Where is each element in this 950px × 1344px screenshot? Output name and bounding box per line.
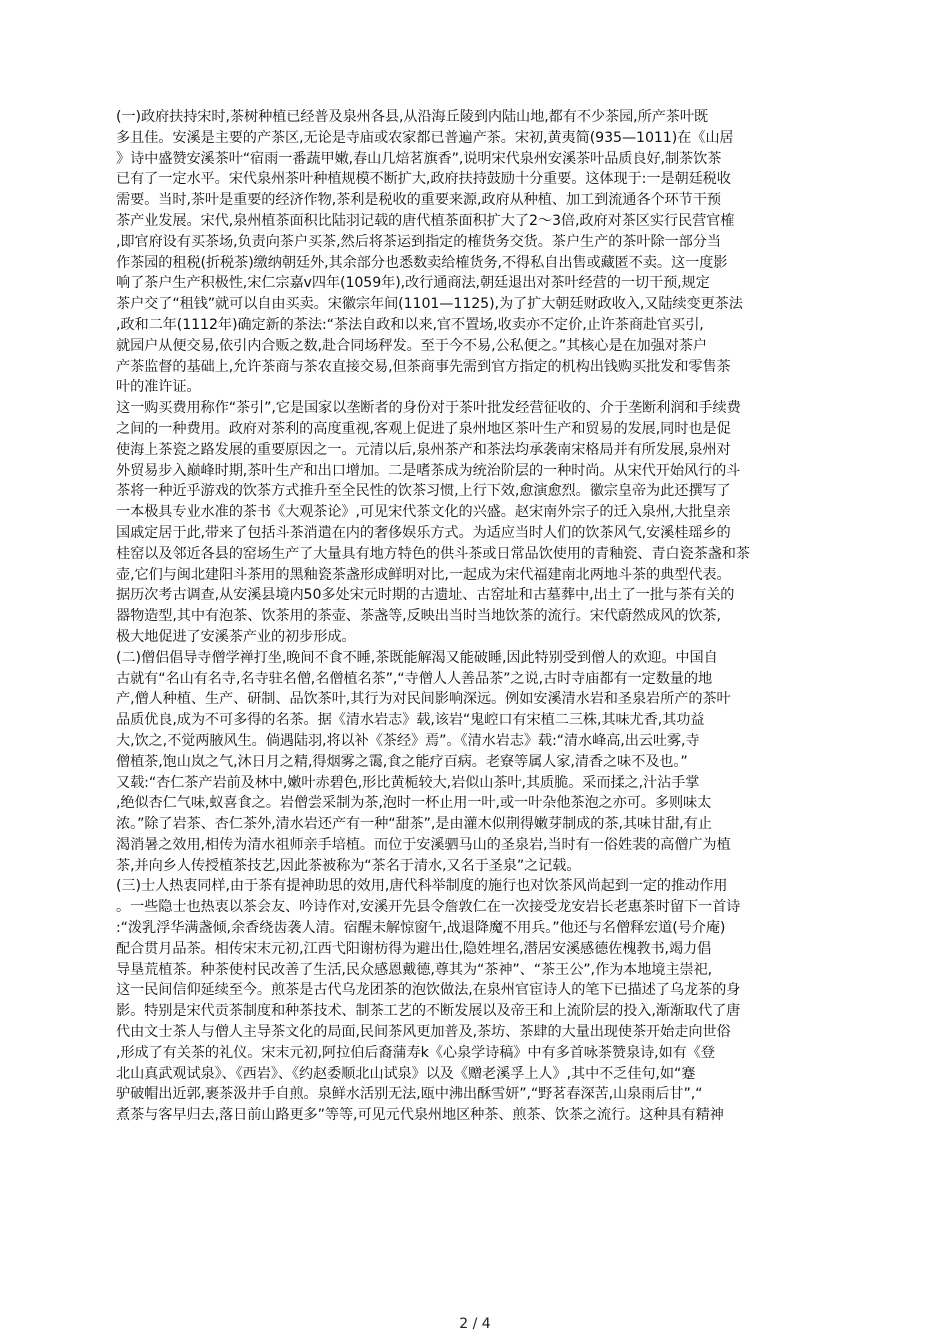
text-line: 古就有“名山有名寺,名寺驻名僧,名僧植名茶”,“寺僧人人善品茶”之说,古时寺庙都有一定数量的地 <box>116 670 713 687</box>
text-line: 使海上茶瓷之路发展的重要原因之一。元清以后,泉州茶产和茶法均承袭南宋格局并有所发展,泉州对 <box>116 441 731 458</box>
text-line: 影。特别是宋代贡茶制度和种茶技术、制茶工艺的不断发展以及帝王和上流阶层的投入,渐渐取代了唐 <box>116 1003 741 1020</box>
text-line: 》诗中盛赞安溪茶叶“宿雨一番蔬甲嫩,春山几焙茗旗香”,说明宋代泉州安溪茶叶品质良好,制茶饮茶 <box>116 150 722 167</box>
text-line: 外贸易步入巅峰时期,茶叶生产和出口增加。二是嗜茶成为统治阶层的一种时尚。从宋代开始风行的斗 <box>116 462 741 479</box>
text-line: 大,饮之,不觉两腋风生。倘遇陆羽,将以补《茶经》焉”。《清水岩志》载:“清水峰高,出云吐雾,寺 <box>116 732 700 749</box>
text-line: 茶,并向乡人传授植茶技艺,因此茶被称为“茶名于清水,又名于圣泉”之记载。 <box>116 857 581 874</box>
text-line: (一)政府扶持宋时,茶树种植已经普及泉州各县,从沿海丘陵到内陆山地,都有不少茶园,所产茶叶既 <box>116 109 709 125</box>
text-line: 产,僧人种植、生产、研制、品饮茶叶,其行为对民间影响深远。例如安溪清水岩和圣泉岩所产的茶叶 <box>116 691 731 708</box>
text-line: 茶户交了“租钱”就可以自由买卖。宋徽宗年间(1101—1125),为了扩大朝廷财政收入,又陆续变更茶法 <box>116 296 743 313</box>
text-line: 器物造型,其中有泡茶、饮茶用的茶壶、茶盏等,反映出当时当地饮茶的流行。宋代蔚然成风的饮茶, <box>116 608 721 625</box>
text-line: 代由文士茶人与僧人主导茶文化的局面,民间茶风更加普及,茶坊、茶肆的大量出现使茶开始走向世俗 <box>116 1024 731 1041</box>
text-line: 这一购买费用称作“茶引”,它是国家以垄断者的身份对于茶叶批发经营征收的、介于垄断利润和手续费 <box>116 400 741 417</box>
text-line: 国戚定居于此,带来了包括斗茶消遣在内的奢侈娱乐方式。为适应当时人们的饮茶风气,安溪桂瑶乡的 <box>116 524 731 541</box>
text-line: 响了茶户生产积极性,宋仁宗嘉v四年(1059年),改行通商法,朝廷退出对茶叶经营的一切干预,规定 <box>116 275 710 292</box>
text-line: 品质优良,成为不可多得的名茶。据《清水岩志》载,该岩“鬼崆口有宋植二三株,其味尤香,其功益 <box>116 712 705 729</box>
text-line: 配合贯月品茶。相传宋末元初,江西弋阳谢枋得为避出仕,隐姓埋名,潜居安溪感德佐槐教书,竭力倡 <box>116 940 712 957</box>
text-line: 浓。”除了岩茶、杏仁茶外,清水岩还产有一种“甜茶”,是由灌木似荆得嫩芽制成的茶,其味甘甜,有止 <box>116 816 712 833</box>
text-line: 之间的一种费用。政府对茶利的高度重视,客观上促进了泉州地区茶叶生产和贸易的发展,同时也是促 <box>116 420 731 437</box>
text-line: 北山真武观试泉》、《西岩》、《约赵委顺北山试泉》以及《赠老溪孚上人》,其中不乏佳句,如“蹇 <box>116 1065 696 1082</box>
text-line: :“泼乳浮华满盏倾,余香绕齿袭人清。宿醒未解惊窗午,战退降魔不用兵。”他还与名僧释宏道(号介庵) <box>116 920 726 937</box>
text-line: 已有了一定水平。宋代泉州茶叶种植规模不断扩大,政府扶持鼓励十分重要。这体现于:一是朝廷税收 <box>116 171 731 188</box>
text-line: 就园户从便交易,依引内合贩之数,赴合同场秤发。至于今不易,公私便之。”其核心是在加强对茶户 <box>116 337 707 354</box>
text-line: 壶,它们与闽北建阳斗茶用的黑釉瓷茶盏形成鲜明对比,一起成为宋代福建南北两地斗茶的典型代表。 <box>116 566 731 583</box>
text-line: 桂窑以及邻近各县的窑场生产了大量具有地方特色的供斗茶或日常品饮使用的青釉瓷、青白瓷茶盏和茶 <box>116 545 750 562</box>
text-line: 驴破帽出近郭,裹茶汲井手自煎。泉鲜水活别无法,瓯中沸出酥雪妍”,“野茗春深苦,山泉雨后甘”,“ <box>116 1086 703 1103</box>
text-line: 据历次考古调查,从安溪县境内50多处宋元时期的古遗址、古窑址和古墓葬中,出土了一批与茶有关的 <box>116 587 735 604</box>
text-line: 渴消暑之效用,相传为清水祖师亲手培植。而位于安溪驷马山的圣泉岩,当时有一俗姓裴的高僧广为植 <box>116 836 731 853</box>
text-line: (二)僧侣倡导寺僧学禅打坐,晚间不食不睡,茶既能解渴又能破睡,因此特别受到僧人的欢迎。中国自 <box>116 649 718 666</box>
text-line: 多且佳。安溪是主要的产茶区,无论是寺庙或农家都已普遍产茶。宋初,黄夷简(935—1011)在《山居 <box>116 129 734 146</box>
text-line: 煮茶与客早归去,落日前山路更多”等等,可见元代泉州地区种茶、煎茶、饮茶之流行。这种具有精神 <box>116 1107 724 1124</box>
text-line: 茶将一种近乎游戏的饮茶方式推升至全民性的饮茶习惯,上行下效,愈演愈烈。徽宗皇帝为此还撰写了 <box>116 483 731 500</box>
text-line: ,绝似杏仁气味,蚁喜食之。岩僧尝采制为茶,泡时一杯止用一叶,或一叶杂他茶泡之亦可。多则味太 <box>116 795 712 812</box>
text-line: 产茶监督的基础上,允许茶商与茶农直接交易,但茶商事先需到官方指定的机构出钱购买批发和零售茶 <box>116 358 731 375</box>
text-line: 又载:“杏仁茶产岩前及林中,嫩叶赤碧色,形比黄栀较大,岩似山茶叶,其质脆。采而揉之,汁沾手掌 <box>116 774 700 791</box>
page-number: 2 / 4 <box>459 1316 491 1332</box>
text-line: 作茶园的租税(折税茶)缴纳朝廷外,其余部分也悉数卖给榷货务,不得私自出售或藏匿不卖。这一度影 <box>116 254 728 271</box>
text-line: 极大地促进了安溪茶产业的初步形成。 <box>116 628 356 645</box>
text-line: 需要。当时,茶叶是重要的经济作物,茶利是税收的重要来源,政府从种植、加工到流通各个环节干预 <box>116 192 721 209</box>
text-line: 导垦荒植茶。种茶使村民改善了生活,民众感恩戴德,尊其为“茶神”、“茶王公”,作为本地境主崇祀, <box>116 961 713 978</box>
text-line: 叶的准许证。 <box>116 379 201 396</box>
text-line: ,形成了有关茶的礼仪。宋末元初,阿拉伯后裔蒲寿k《心泉学诗稿》中有多首咏茶赞泉诗,如有《登 <box>116 1044 715 1061</box>
text-line: 。一些隐士也热衷以茶会友、吟诗作对,安溪开先县令詹敦仁在一次接受龙安岩长老惠茶时留下一首诗 <box>116 899 741 916</box>
text-line: ,政和二年(1112年)确定新的茶法:“茶法自政和以来,官不置场,收卖亦不定价,止许茶商赴官买引, <box>116 316 704 333</box>
text-line: 一本极具专业水准的茶书《大观茶论》,可见宋代茶文化的兴盛。赵宋南外宗子的迁入泉州,大批皇亲 <box>116 504 731 521</box>
text-line: ,即官府设有买茶场,负责向茶户买茶,然后将茶运到指定的榷货务交货。茶户生产的茶叶除一部分当 <box>116 233 721 250</box>
text-line: 僧植茶,饱山岚之气,沐日月之精,得烟雾之霭,食之能疗百病。老寮等属人家,清香之味不及也。” <box>116 753 688 770</box>
text-line: (三)士人热衷同样,由于茶有提神助思的效用,唐代科举制度的施行也对饮茶风尚起到一定的推动作用 <box>116 878 728 895</box>
text-line: 这一民间信仰延续至今。煎茶是古代乌龙团茶的泡饮做法,在泉州官宦诗人的笔下已描述了乌龙茶的身 <box>116 982 741 999</box>
text-line: 茶产业发展。宋代,泉州植茶面积比陆羽记载的唐代植茶面积扩大了2～3倍,政府对茶区实行民营官榷 <box>116 212 735 229</box>
document-body <box>116 107 842 1126</box>
